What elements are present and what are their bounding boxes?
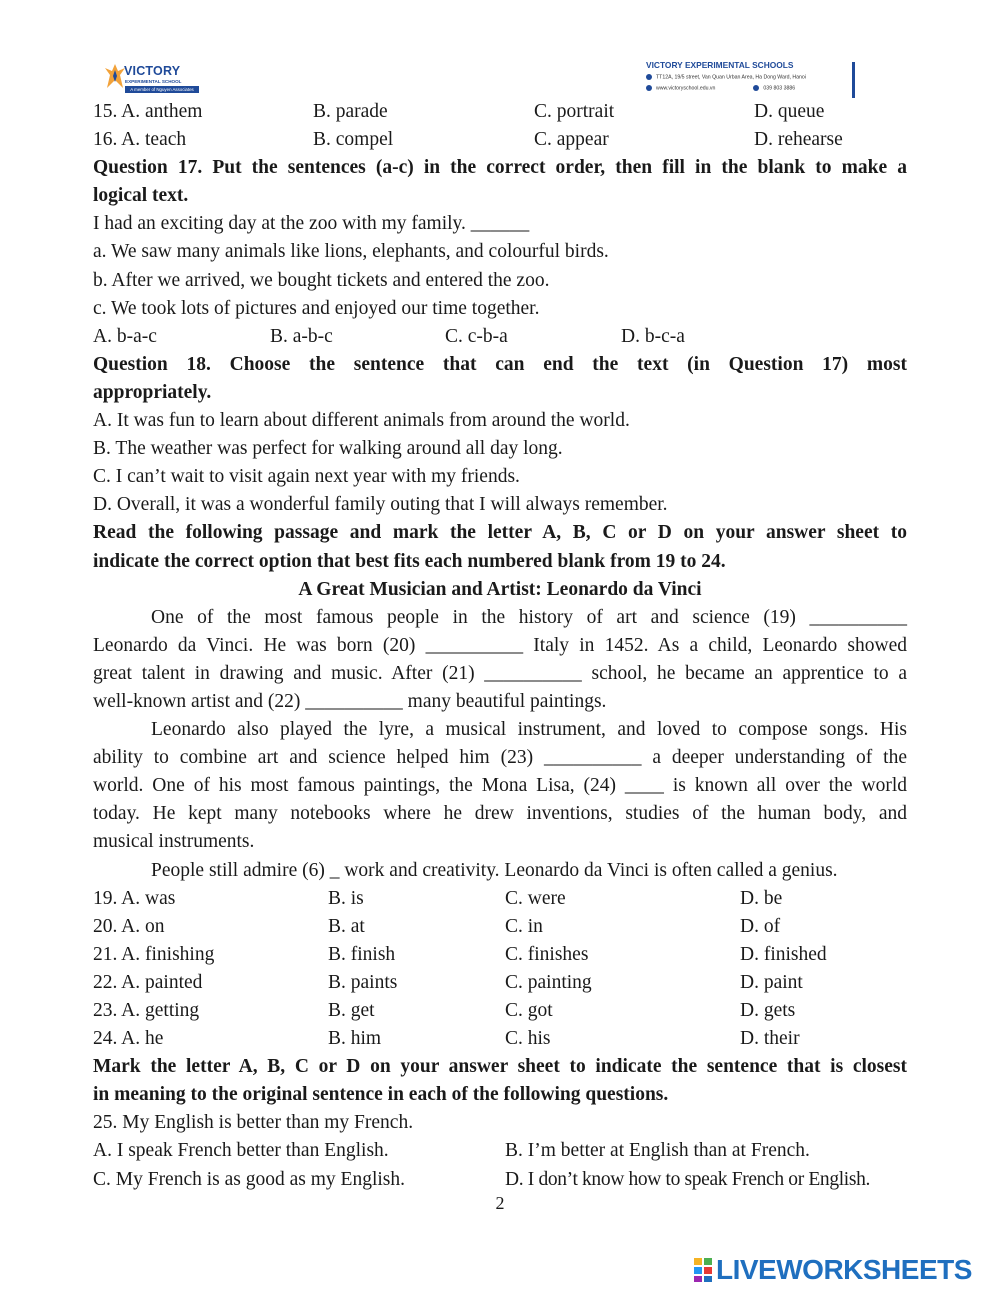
question-20 bbox=[93, 913, 907, 941]
option-b[interactable]: B. The weather was perfect for walking around all day long. bbox=[93, 438, 563, 460]
contact-title: VICTORY EXPERIMENTAL SCHOOLS bbox=[646, 60, 794, 70]
phone-icon bbox=[753, 85, 759, 91]
option-c[interactable]: C. c-b-a bbox=[445, 325, 508, 347]
option-c[interactable]: C. I can’t wait to visit again next year with my friends. bbox=[93, 466, 520, 488]
sentence-b: b. After we arrived, we bought tickets and entered the zoo. bbox=[93, 269, 550, 291]
logo-name: VICTORY bbox=[124, 64, 181, 78]
logo-tagline: A member of Nguyen Associates bbox=[125, 86, 199, 93]
option-d[interactable]: D. paint bbox=[740, 971, 803, 993]
option-d[interactable]: D. rehearse bbox=[754, 129, 843, 151]
option-d[interactable]: D. their bbox=[740, 1028, 800, 1050]
option-b[interactable]: B. paints bbox=[328, 971, 398, 993]
liveworksheets-footer bbox=[694, 1254, 994, 1286]
option-b[interactable]: B. finish bbox=[328, 943, 396, 965]
passage-line: today. He kept many notebooks where he drew inventions, studies of the human body, and bbox=[93, 803, 907, 825]
option-b[interactable]: B. is bbox=[328, 887, 364, 909]
location-icon bbox=[646, 74, 652, 80]
passage-line: world. One of his most famous paintings, the Mona Lisa, (24) ____ is known all over the world bbox=[93, 775, 907, 797]
passage-line: Leonardo da Vinci. He was born (20) __________ Italy in 1452. As a child, Leonardo showed bbox=[93, 634, 907, 656]
question-23 bbox=[93, 997, 907, 1025]
option-c[interactable]: C. his bbox=[505, 1028, 551, 1050]
question-25-options-cd bbox=[93, 1166, 907, 1194]
option-b[interactable]: B. him bbox=[328, 1028, 382, 1050]
question-24 bbox=[93, 1025, 907, 1053]
question-17-heading: Question 17. Put the sentences (a-c) in the correct order, then fill in the blank to make a bbox=[93, 157, 907, 179]
option-d[interactable]: D. finished bbox=[740, 943, 827, 965]
question-19 bbox=[93, 885, 907, 913]
option-b[interactable]: B. at bbox=[328, 915, 365, 937]
option-c[interactable]: C. in bbox=[505, 915, 543, 937]
option-a[interactable]: A. I speak French better than English. bbox=[93, 1140, 389, 1162]
globe-icon bbox=[646, 85, 652, 91]
question-18-heading: Question 18. Choose the sentence that can end the text (in Question 17) most bbox=[93, 353, 907, 375]
option-a[interactable]: A. It was fun to learn about different animals from around the world. bbox=[93, 410, 630, 432]
website-text: www.victoryschool.edu.vn bbox=[656, 85, 716, 92]
option-c[interactable]: C. portrait bbox=[534, 101, 615, 122]
victory-school-logo bbox=[104, 62, 196, 96]
contact-web-phone bbox=[646, 85, 795, 91]
passage-line: People still admire (6) _ work and creativity. Leonardo da Vinci is often called a genius. bbox=[151, 859, 838, 881]
passage-title: A Great Musician and Artist: Leonardo da Vinci bbox=[298, 578, 702, 600]
option-a[interactable]: 19. A. was bbox=[93, 887, 176, 909]
option-a[interactable]: A. b-a-c bbox=[93, 325, 157, 347]
logo-subtitle: EXPERIMENTAL SCHOOL bbox=[125, 79, 182, 84]
closest-meaning-instructions: Mark the letter A, B, C or D on your answer sheet to indicate the sentence that is closest bbox=[93, 1056, 907, 1078]
contact-address bbox=[646, 74, 806, 80]
option-b[interactable]: B. compel bbox=[313, 129, 394, 151]
reading-instructions-cont: indicate the correct option that best fits each numbered blank from 19 to 24. bbox=[93, 550, 726, 572]
option-d[interactable]: D. gets bbox=[740, 1000, 796, 1021]
passage-line: great talent in drawing and music. After (21) __________ school, he became an apprentice to a bbox=[93, 662, 907, 684]
option-d[interactable]: D. queue bbox=[754, 101, 825, 122]
sentence-a: a. We saw many animals like lions, elephants, and colourful birds. bbox=[93, 241, 609, 263]
closest-meaning-instructions-cont: in meaning to the original sentence in each of the following questions. bbox=[93, 1084, 669, 1106]
question-25: 25. My English is better than my French. bbox=[93, 1112, 414, 1134]
worksheet-content bbox=[93, 98, 907, 1194]
passage-line: well-known artist and (22) __________ many beautiful paintings. bbox=[93, 690, 607, 712]
option-a[interactable]: 23. A. getting bbox=[93, 1000, 200, 1021]
page-header bbox=[0, 0, 1000, 100]
option-a[interactable]: 20. A. on bbox=[93, 915, 165, 937]
option-a[interactable]: 21. A. finishing bbox=[93, 943, 215, 965]
option-c[interactable]: C. appear bbox=[534, 129, 609, 151]
question-17-options bbox=[93, 323, 907, 351]
option-c[interactable]: C. were bbox=[505, 887, 566, 909]
page-number: 2 bbox=[495, 1193, 505, 1213]
passage-line: ability to combine art and science helped him (23) __________ a deeper understanding of the bbox=[93, 747, 907, 769]
option-d[interactable]: D. Overall, it was a wonderful family outing that I will always remember. bbox=[93, 494, 668, 516]
passage-line: musical instruments. bbox=[93, 831, 255, 853]
option-d[interactable]: D. b-c-a bbox=[621, 325, 685, 347]
question-22 bbox=[93, 969, 907, 997]
question-15 bbox=[93, 98, 907, 126]
option-c[interactable]: C. finishes bbox=[505, 943, 589, 965]
victory-emblem-icon bbox=[104, 62, 126, 90]
question-17-heading-cont: logical text. bbox=[93, 185, 189, 207]
option-d[interactable]: D. be bbox=[740, 887, 783, 909]
option-b[interactable]: B. parade bbox=[313, 101, 388, 122]
option-a[interactable]: 22. A. painted bbox=[93, 971, 203, 993]
address-text: TT12A, 19/5 street, Van Quan Urban Area, Ha Dong Ward, Hanoi bbox=[656, 74, 806, 81]
school-contact-block bbox=[646, 60, 860, 100]
passage-line: Leonardo also played the lyre, a musical instrument, and loved to compose songs. His bbox=[151, 719, 907, 741]
option-b[interactable]: B. I’m better at English than at French. bbox=[505, 1140, 810, 1162]
question-25-options-ab bbox=[93, 1137, 907, 1165]
liveworksheets-brand[interactable]: LIVEWORKSHEETS bbox=[716, 1254, 972, 1285]
reading-instructions: Read the following passage and mark the letter A, B, C or D on your answer sheet to bbox=[93, 522, 907, 544]
option-a[interactable]: 15. A. anthem bbox=[93, 101, 203, 122]
question-17-intro: I had an exciting day at the zoo with my family. ______ bbox=[93, 213, 530, 235]
question-16 bbox=[93, 126, 907, 154]
option-c[interactable]: C. painting bbox=[505, 971, 592, 993]
option-b[interactable]: B. a-b-c bbox=[270, 325, 333, 347]
option-c[interactable]: C. My French is as good as my English. bbox=[93, 1168, 405, 1190]
option-c[interactable]: C. got bbox=[505, 1000, 553, 1021]
option-d[interactable]: D. I don’t know how to speak French or English. bbox=[505, 1168, 871, 1190]
option-b[interactable]: B. get bbox=[328, 1000, 375, 1021]
header-accent-bar bbox=[852, 62, 855, 98]
question-18-heading-cont: appropriately. bbox=[93, 381, 212, 403]
phone-text: 039 803 3886 bbox=[763, 85, 796, 92]
question-21 bbox=[93, 941, 907, 969]
sentence-c: c. We took lots of pictures and enjoyed our time together. bbox=[93, 297, 540, 319]
option-d[interactable]: D. of bbox=[740, 915, 781, 937]
passage-line: One of the most famous people in the history of art and science (19) __________ bbox=[151, 606, 907, 628]
option-a[interactable]: 24. A. he bbox=[93, 1028, 164, 1050]
option-a[interactable]: 16. A. teach bbox=[93, 129, 187, 151]
liveworksheets-logo-icon bbox=[694, 1258, 712, 1282]
